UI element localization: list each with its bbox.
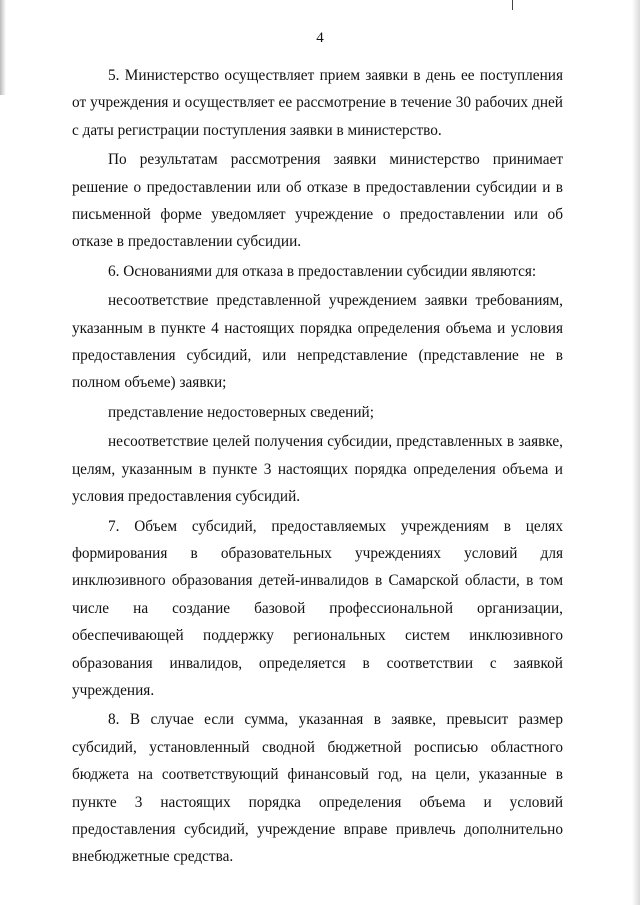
scan-edge-right bbox=[632, 0, 640, 905]
paragraph-6-ground-3: несоответствие целей получения субсидии, представленных в заявке, целям, указанным в пункте 3 настоящих порядка определения объема и условия предоставления субсидий. bbox=[72, 433, 563, 506]
paragraph-6: 6. Основаниями для отказа в предоставлении субсидии являются: bbox=[108, 262, 537, 280]
paragraph-6-ground-1: несоответствие представленной учреждением заявки требованиям, указанным в пункте 4 настоящих порядка определения объема и условия предоставления субсидий, или непредставление (представление не в полном объеме) заявки; bbox=[72, 292, 563, 392]
paragraph-5-decision: По результатам рассмотрения заявки министерство принимает решение о предоставлении или об отказе в предоставлении субсидии и в письменной форме уведомляет учреждение о предоставлении или об отказе в предоставлении субсидии. bbox=[72, 151, 563, 251]
scan-mark bbox=[512, 0, 513, 10]
paragraph-5: 5. Министерство осуществляет прием заявки в день ее поступления от учреждения и осуществляет ее рассмотрение в течение 30 рабочих дней с даты регистрации поступления заявки в министерство. bbox=[72, 67, 563, 139]
paragraph-6-ground-2: представление недостоверных сведений; bbox=[108, 403, 374, 421]
paragraph-8: 8. В случае если сумма, указанная в заявке, превысит размер субсидий, установленный сводной бюджетной росписью областного бюджета на соответствующий финансовый год, на цели, указанные в пункте 3 настоящих порядка определения объема и условий предоставления субсидий, учреждение вправе привлечь дополнительно внебюджетные средства. bbox=[72, 711, 563, 866]
paragraph-7: 7. Объем субсидий, предоставляемых учреждениям в целях формирования в образовательных учреждениях условий для инклюзивного образования детей-инвалидов в Самарской области, в том числе на создание базовой профессиональной организации, обеспечивающей поддержку региональных систем инклюзивного образования инвалидов, определяется в соответствии с заявкой учреждения. bbox=[72, 517, 563, 699]
page-number: 4 bbox=[316, 30, 324, 46]
document-body bbox=[72, 62, 563, 873]
scan-edge-left bbox=[0, 0, 6, 95]
